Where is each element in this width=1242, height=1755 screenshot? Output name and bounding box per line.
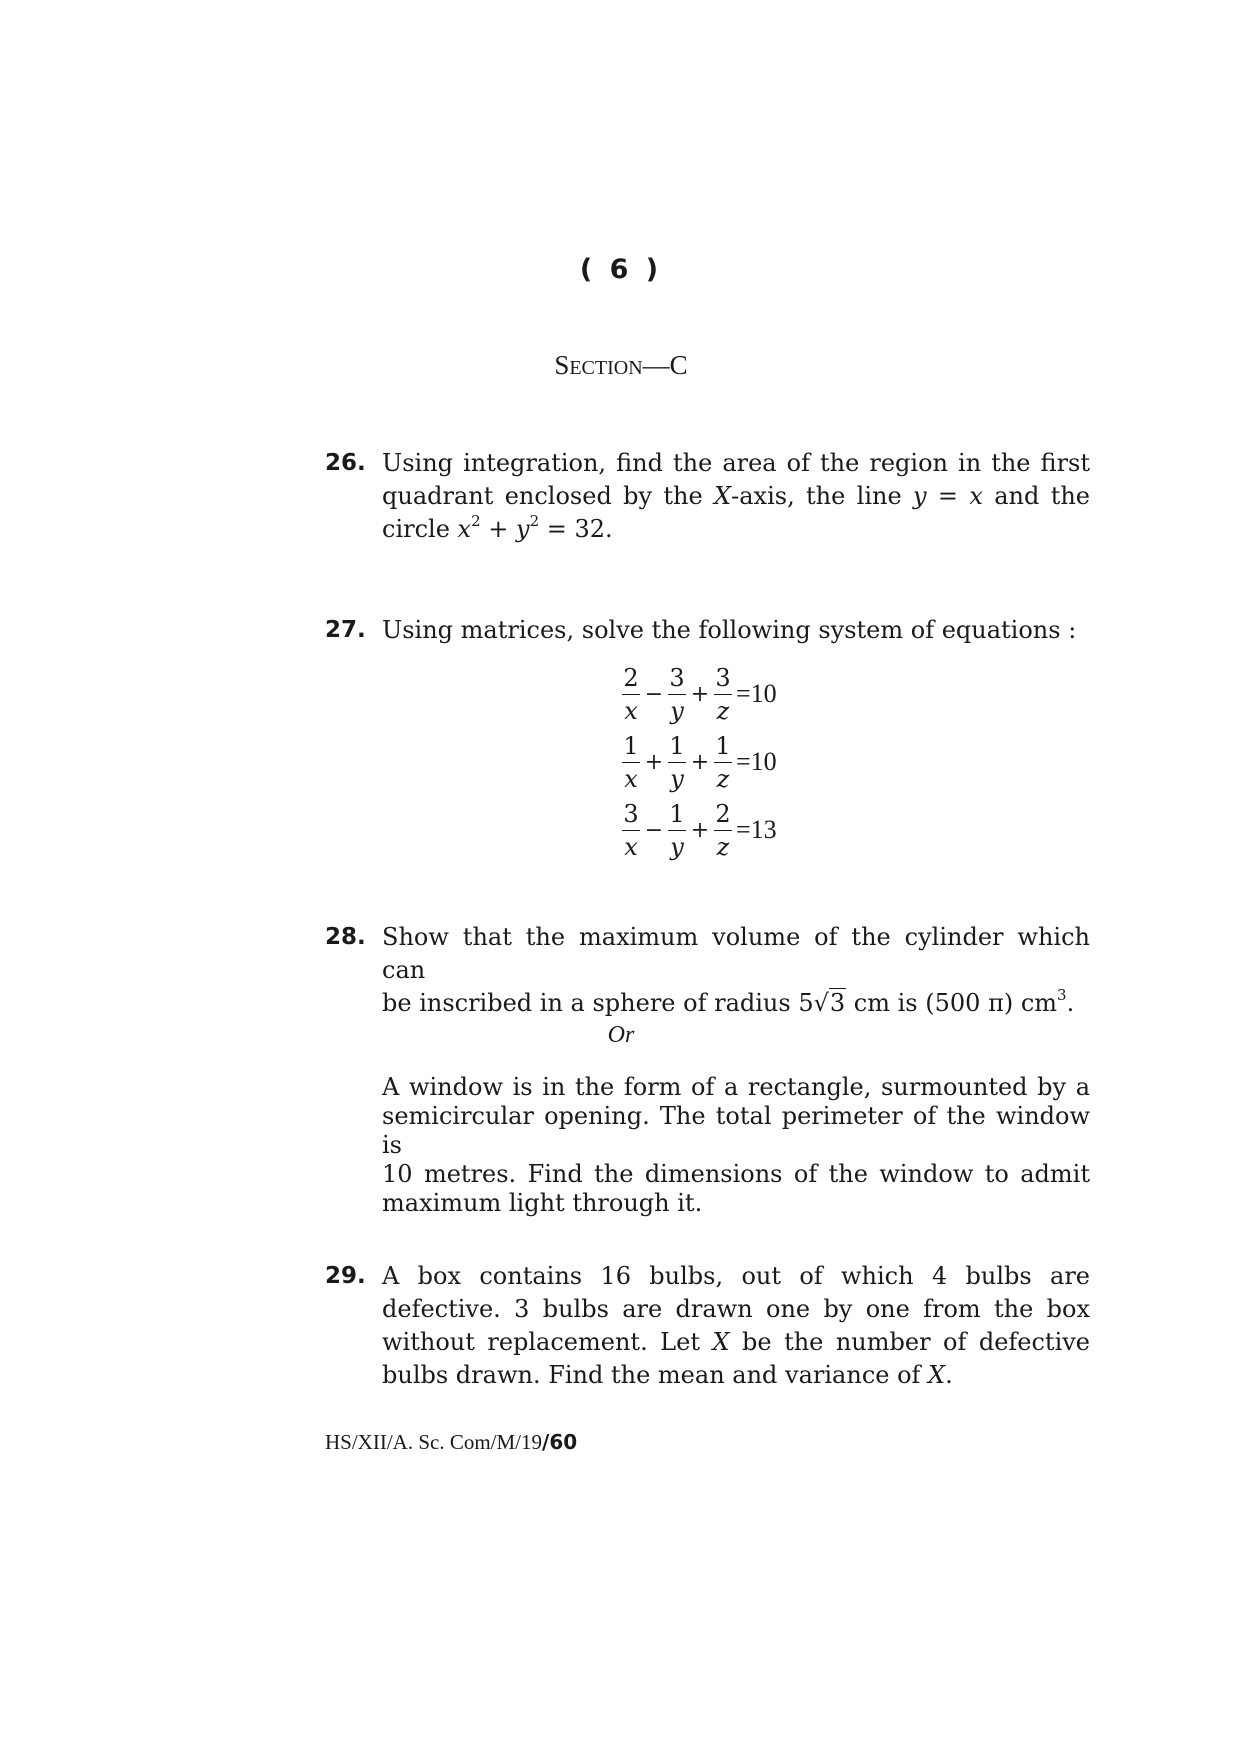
denominator: x [624, 832, 638, 861]
math-variable: X [714, 482, 732, 510]
text-span: = 32. [539, 515, 613, 543]
text-span: be the number of defective [729, 1328, 1091, 1356]
text-line [382, 1359, 1090, 1392]
numerator: 3 [669, 663, 685, 692]
text-span: cm is (500 [846, 989, 989, 1017]
text-line: A window is in the form of a rectangle, surmounted by a [382, 1073, 1090, 1101]
math-variable: X [928, 1361, 946, 1389]
section-suffix: —C [642, 350, 688, 380]
question-28 [325, 921, 1090, 1020]
fraction-bar [714, 762, 732, 763]
text-span: circle [382, 515, 458, 543]
equation-2 [620, 728, 777, 796]
text-span: . [1066, 989, 1075, 1017]
question-28-alternative [382, 1073, 1090, 1218]
equation-system [620, 660, 777, 864]
text-line: Show that the maximum volume of the cylinder which can [382, 923, 1090, 984]
denominator: y [670, 764, 684, 793]
denominator: z [716, 696, 730, 725]
fraction-bar [714, 694, 732, 695]
fraction [712, 801, 734, 860]
numerator: 2 [623, 663, 639, 692]
text-span: ) cm [1003, 989, 1058, 1017]
text-span: = [926, 482, 970, 510]
paper-code-footer [325, 1430, 577, 1455]
question-text [382, 614, 1090, 647]
section-first-letter: S [554, 350, 570, 380]
question-text [382, 921, 1090, 1020]
question-text [382, 447, 1090, 546]
math-variable: y [913, 482, 927, 510]
math-variable: x [457, 515, 472, 543]
question-text [382, 1260, 1090, 1392]
paper-code-bold: /60 [542, 1430, 578, 1454]
equation-1 [620, 660, 777, 728]
numerator: 1 [669, 799, 685, 828]
exponent: 3 [1057, 986, 1067, 1004]
text-line: maximum light through it. [382, 1189, 703, 1217]
fraction-bar [622, 694, 640, 695]
operator: + [690, 681, 710, 707]
operator: − [644, 817, 664, 843]
text-line: defective. 3 bulbs are drawn one by one from the box [382, 1295, 1090, 1323]
fraction [666, 801, 688, 860]
fraction [666, 665, 688, 724]
text-span: and the [982, 482, 1090, 510]
text-line [382, 987, 1090, 1020]
square-root: √3 [813, 989, 846, 1017]
numerator: 3 [715, 663, 731, 692]
denominator: x [624, 764, 638, 793]
denominator: y [670, 696, 684, 725]
denominator: y [670, 832, 684, 861]
text-line: 10 metres. Find the dimensions of the window to admit [382, 1160, 1090, 1188]
text-span: . [945, 1361, 953, 1389]
numerator: 1 [715, 731, 731, 760]
equation-rhs: =10 [736, 679, 777, 708]
text-span: -axis, the line [731, 482, 914, 510]
fraction-bar [668, 694, 686, 695]
numerator: 2 [715, 799, 731, 828]
exponent: 2 [471, 512, 481, 530]
text-span: without replacement. Let [382, 1328, 713, 1356]
question-26 [325, 447, 1090, 546]
operator: + [690, 749, 710, 775]
math-variable: X [712, 1328, 730, 1356]
fraction [620, 733, 642, 792]
fraction [620, 665, 642, 724]
text-line [382, 480, 1090, 513]
fraction [712, 665, 734, 724]
text-line: Using integration, find the area of the region in the first [382, 449, 1090, 477]
fraction [666, 733, 688, 792]
operator: + [690, 817, 710, 843]
fraction-bar [714, 830, 732, 831]
fraction [620, 801, 642, 860]
radicand: 3 [829, 989, 846, 1017]
numerator: 3 [623, 799, 639, 828]
fraction-bar [668, 762, 686, 763]
fraction-bar [668, 830, 686, 831]
section-title [0, 350, 1242, 381]
math-variable: x [969, 482, 983, 510]
fraction-bar [622, 830, 640, 831]
operator: − [644, 681, 664, 707]
question-number: 28. [325, 924, 366, 950]
text-span: + [480, 515, 517, 543]
fraction [712, 733, 734, 792]
denominator: x [624, 696, 638, 725]
text-span: quadrant enclosed by the [382, 482, 715, 510]
equation-3 [620, 796, 777, 864]
text-line: Using matrices, solve the following system of equations : [382, 616, 1077, 644]
text-line: A box contains 16 bulbs, out of which 4 bulbs are [382, 1262, 1090, 1290]
equation-rhs: =10 [736, 747, 777, 776]
equation-rhs: =13 [736, 815, 777, 844]
page-number: ( 6 ) [579, 254, 663, 285]
question-number: 26. [325, 450, 366, 476]
pi-symbol: π [988, 989, 1004, 1017]
operator: + [644, 749, 664, 775]
text-span: be inscribed in a sphere of radius 5 [382, 989, 814, 1017]
question-27 [325, 614, 1090, 647]
exponent: 2 [529, 512, 540, 530]
fraction-bar [622, 762, 640, 763]
section-small-caps: ECTION [569, 357, 643, 379]
numerator: 1 [669, 731, 685, 760]
numerator: 1 [623, 731, 639, 760]
text-span: bulbs drawn. Find the mean and variance of [382, 1361, 929, 1389]
text-line [382, 513, 1090, 546]
or-separator: Or [607, 1022, 635, 1048]
question-29 [325, 1260, 1090, 1392]
text-line: semicircular opening. The total perimeter of the window is [382, 1102, 1090, 1159]
question-number: 29. [325, 1263, 366, 1289]
paper-code: HS/XII/A. Sc. Com/M/19 [325, 1430, 543, 1454]
question-number: 27. [325, 617, 366, 643]
denominator: z [716, 764, 730, 793]
text-line [382, 1326, 1090, 1359]
math-variable: y [516, 515, 530, 543]
denominator: z [716, 832, 730, 861]
